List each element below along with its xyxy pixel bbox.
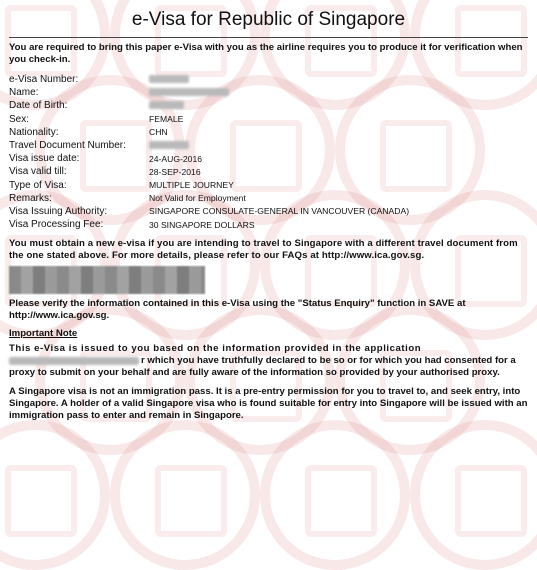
field-label: Remarks: xyxy=(9,192,52,204)
redaction-blur xyxy=(149,75,189,83)
new-visa-notice: You must obtain a new e-visa if you are intending to travel to Singapore with a different travel document from the one stated above. For more details, please refer to our FAQs at http://www.ica.gov.sg. xyxy=(9,238,518,262)
important-note-heading: Important Note xyxy=(9,328,78,340)
field-label: Sex: xyxy=(9,113,30,125)
field-row xyxy=(9,126,409,139)
field-label: Visa Issuing Authority: xyxy=(9,205,108,217)
field-row xyxy=(9,205,409,218)
field-label: Visa issue date: xyxy=(9,153,80,165)
visa-details-table xyxy=(9,73,409,231)
field-row xyxy=(9,99,409,112)
important-note-line1: This e-Visa is issued to you based on the information provided in the application xyxy=(9,343,422,355)
field-row xyxy=(9,218,409,231)
field-label: Nationality: xyxy=(9,126,59,138)
field-value: 24-AUG-2016 xyxy=(149,153,203,164)
field-value: CHN xyxy=(149,127,168,138)
field-label: Travel Document Number: xyxy=(9,140,126,152)
field-row xyxy=(9,139,409,152)
field-label: Name: xyxy=(9,87,39,99)
redacted-value xyxy=(149,139,409,152)
redaction-blur xyxy=(149,88,229,96)
field-row xyxy=(9,152,409,165)
field-row xyxy=(9,113,409,126)
immigration-pass-notice: A Singapore visa is not an immigration pass. It is a pre-entry permission for you to travel to, and seek entry, into Singapore. A holder of a valid Singapore visa who is found suitable for entry into Singapore will be issued with an immigration pass to enter and remain in Singapore. xyxy=(9,386,528,422)
document-title: e-Visa for Republic of Singapore xyxy=(131,9,406,30)
field-label: Visa valid till: xyxy=(9,166,67,178)
redacted-barcode xyxy=(9,266,205,294)
redacted-value xyxy=(149,99,409,112)
redaction-blur xyxy=(149,141,189,149)
verify-notice: Please verify the information contained in this e-Visa using the "Status Enquiry" function in SAVE at http://www.ica.gov.sg. xyxy=(9,298,466,322)
field-row xyxy=(9,179,409,192)
field-label: e-Visa Number: xyxy=(9,74,79,86)
field-value: 30 SINGAPORE DOLLARS xyxy=(149,219,255,230)
redacted-application-number xyxy=(9,357,139,365)
field-value: Not Valid for Employment xyxy=(149,193,246,204)
field-value: MULTIPLE JOURNEY xyxy=(149,180,234,191)
field-row xyxy=(9,86,409,99)
field-label: Date of Birth: xyxy=(9,100,68,112)
redaction-blur xyxy=(149,101,184,109)
field-value: 28-SEP-2016 xyxy=(149,166,201,177)
important-note-body: r which you have truthfully declared to be so or for which you had consented for a proxy to submit on your behalf and are fully aware of the information so provided by your authorised proxy. xyxy=(9,355,516,379)
field-label: Visa Processing Fee: xyxy=(9,219,104,231)
field-label: Type of Visa: xyxy=(9,179,67,191)
redacted-value xyxy=(149,73,409,86)
field-value: FEMALE xyxy=(149,114,184,125)
intro-notice: You are required to bring this paper e-Visa with you as the airline requires you to produce it for verification when you check-in. xyxy=(9,42,523,65)
field-row xyxy=(9,165,409,178)
redacted-value xyxy=(149,86,409,99)
field-row xyxy=(9,73,409,86)
field-value: SINGAPORE CONSULATE-GENERAL IN VANCOUVER (CANADA) xyxy=(149,206,410,217)
title-divider xyxy=(9,37,528,38)
field-row xyxy=(9,192,409,205)
